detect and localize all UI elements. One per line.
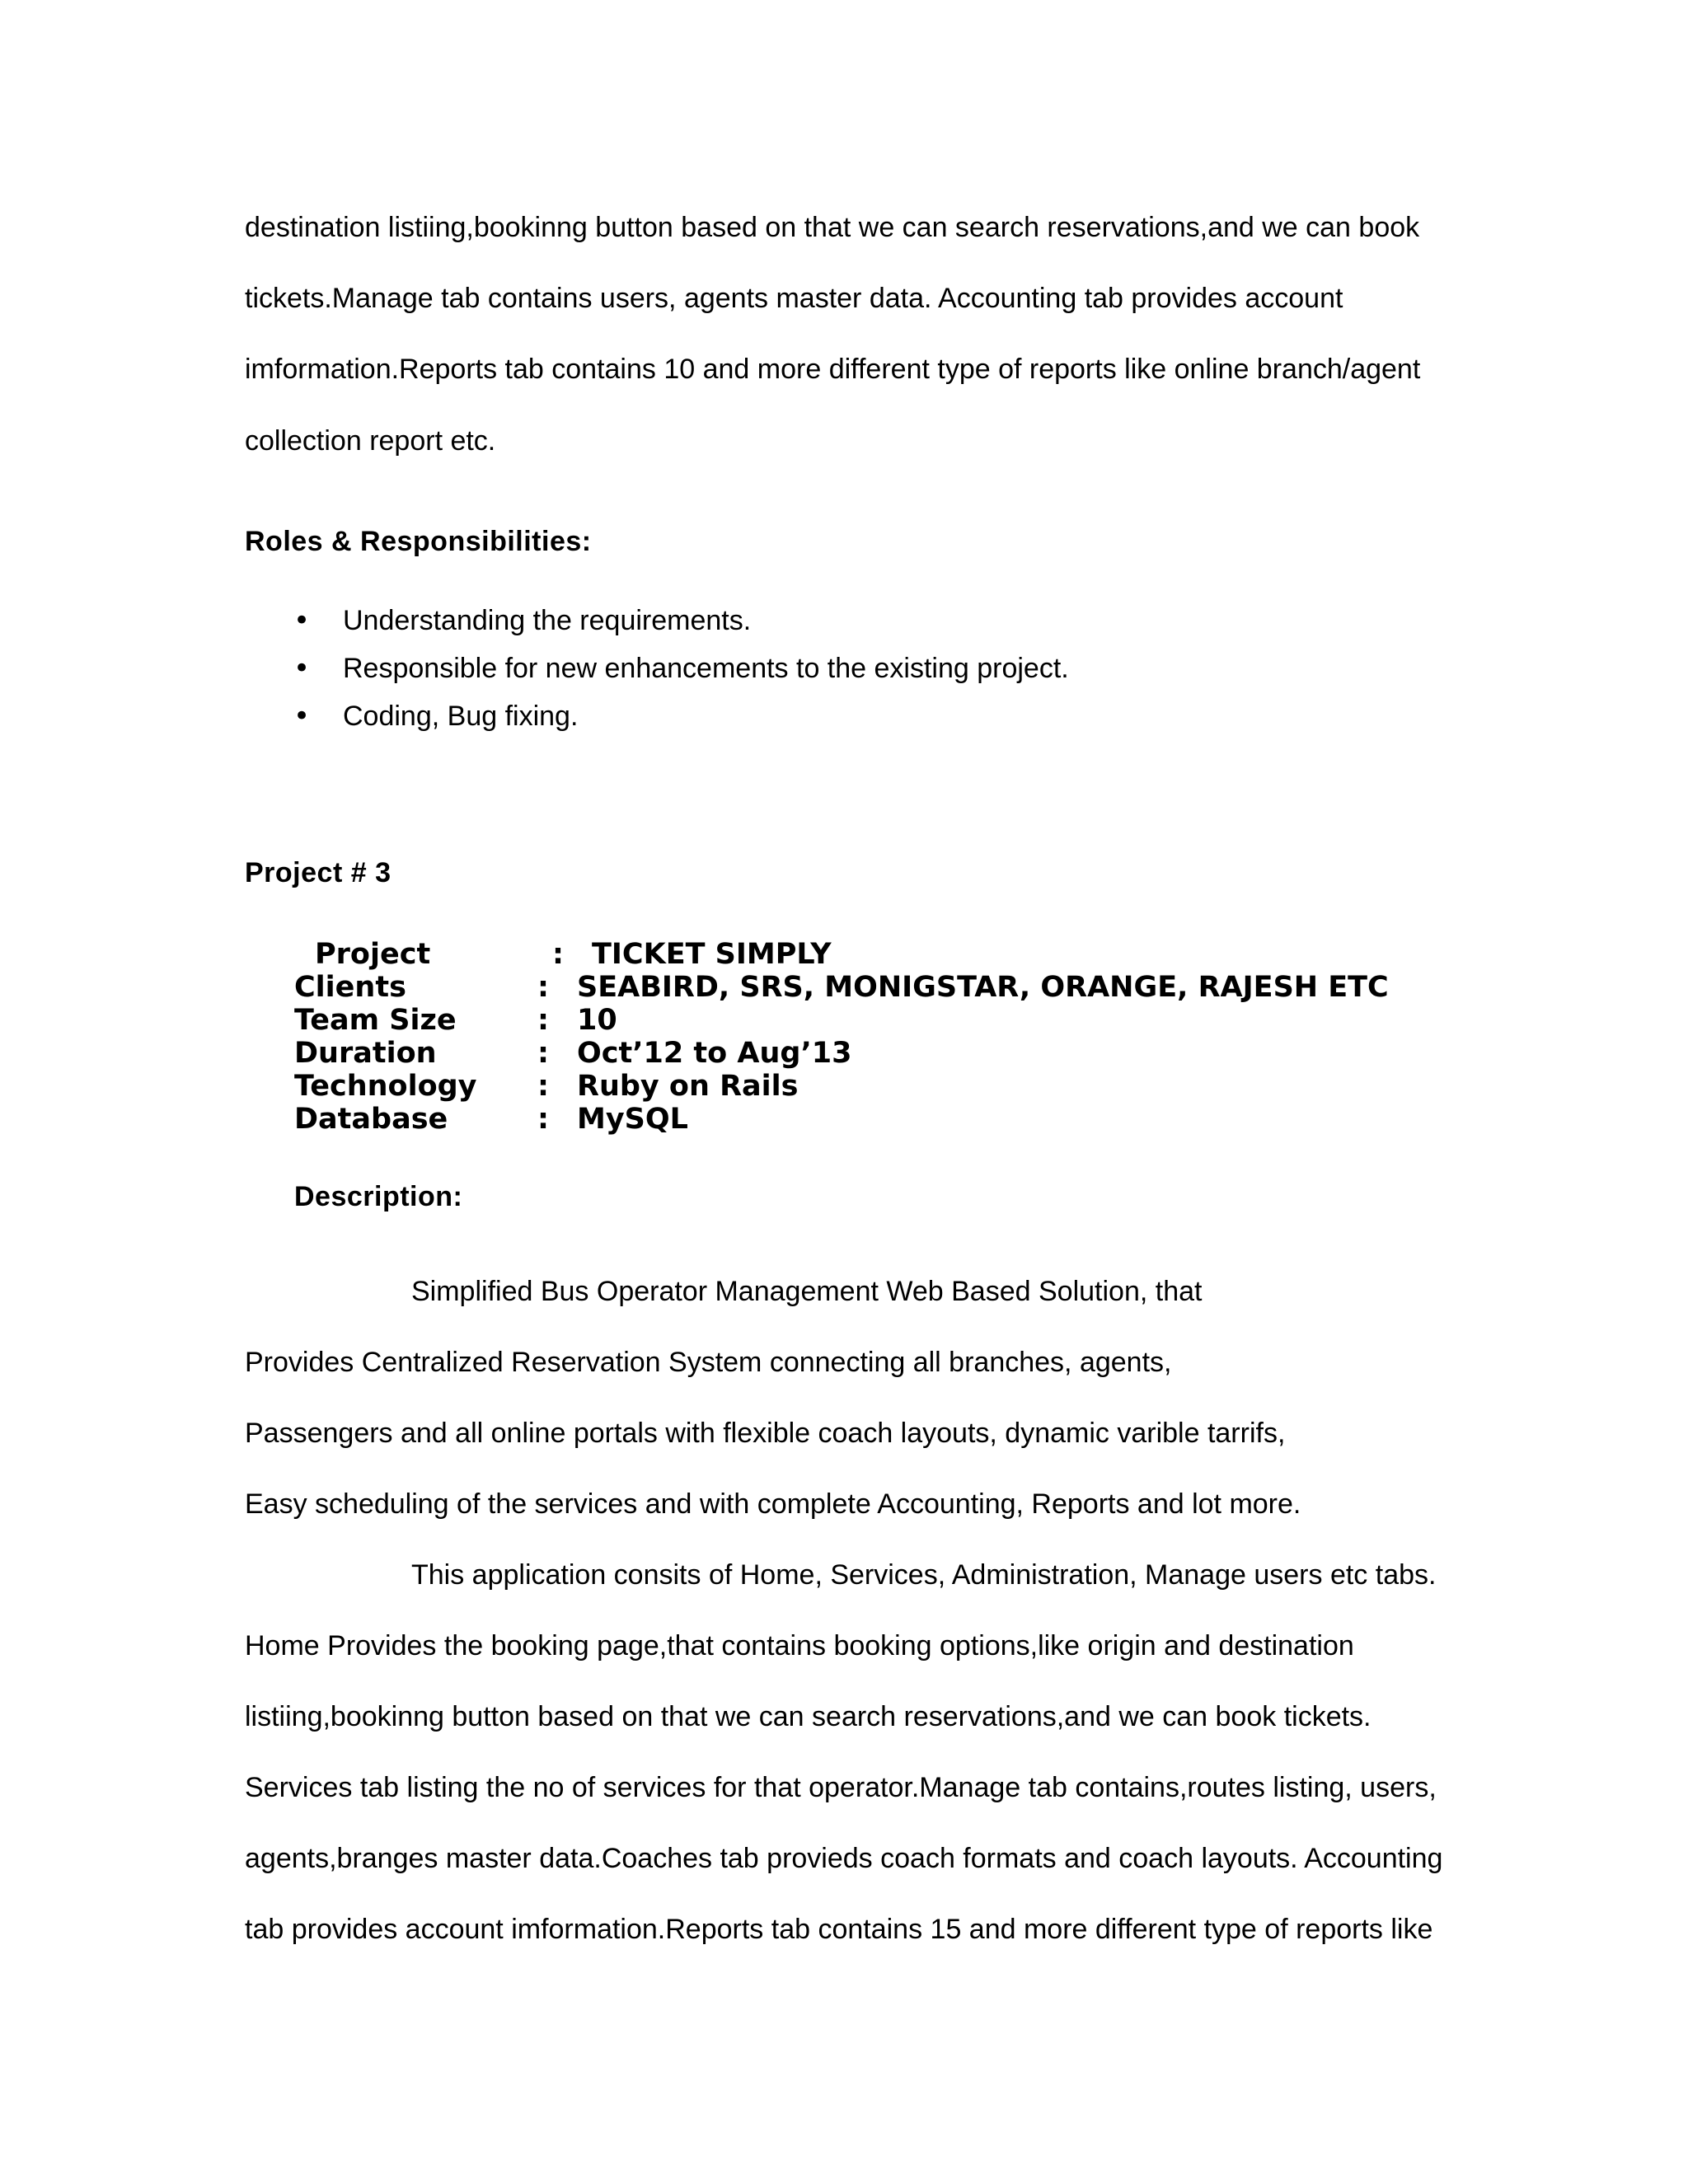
project-heading: Project # 3 xyxy=(245,857,392,888)
paragraph-line: tab provides account imformation.Reports tab contains 15 and more different type of reports like xyxy=(245,1914,1433,1945)
detail-value-clients: SEABIRD, SRS, MONIGSTAR, ORANGE, RAJESH ETC xyxy=(577,971,1389,1004)
detail-label-duration: Duration xyxy=(294,1037,437,1070)
detail-label-technology: Technology xyxy=(294,1070,477,1103)
paragraph-line: destination listiing,bookinng button based on that we can search reservations,and we can book xyxy=(245,212,1420,243)
description-heading: Description: xyxy=(294,1181,463,1212)
detail-separator: : xyxy=(537,1103,549,1136)
detail-value-database: MySQL xyxy=(577,1103,688,1136)
detail-separator: : xyxy=(552,938,564,971)
paragraph-line: listiing,bookinng button based on that we can search reservations,and we can book tickets. xyxy=(245,1701,1372,1732)
paragraph-line: This application consits of Home, Services, Administration, Manage users etc tabs. xyxy=(411,1559,1437,1591)
list-item: Understanding the requirements. xyxy=(343,605,752,636)
paragraph-line: agents,branges master data.Coaches tab provieds coach formats and coach layouts. Accounting xyxy=(245,1843,1443,1874)
detail-value-team-size: 10 xyxy=(577,1004,617,1037)
list-item: Responsible for new enhancements to the existing project. xyxy=(343,653,1069,684)
bullet-glyph: • xyxy=(293,652,311,685)
paragraph-line: tickets.Manage tab contains users, agents master data. Accounting tab provides account xyxy=(245,283,1343,314)
paragraph-line: Provides Centralized Reservation System connecting all branches, agents, xyxy=(245,1347,1172,1378)
detail-separator: : xyxy=(537,1037,549,1070)
detail-label-clients: Clients xyxy=(294,971,406,1004)
detail-label-database: Database xyxy=(294,1103,448,1136)
list-item: Coding, Bug fixing. xyxy=(343,701,579,732)
paragraph-line: collection report etc. xyxy=(245,425,496,457)
detail-value-technology: Ruby on Rails xyxy=(577,1070,799,1103)
detail-label-team-size: Team Size xyxy=(294,1004,457,1037)
roles-heading: Roles & Responsibilities: xyxy=(245,526,592,557)
bullet-glyph: • xyxy=(293,604,311,637)
paragraph-line: imformation.Reports tab contains 10 and more different type of reports like online branch/agent xyxy=(245,354,1421,385)
paragraph-line: Easy scheduling of the services and with complete Accounting, Reports and lot more. xyxy=(245,1488,1301,1520)
detail-separator: : xyxy=(537,971,549,1004)
detail-value-project: TICKET SIMPLY xyxy=(592,938,832,971)
paragraph-line: Home Provides the booking page,that contains booking options,like origin and destination xyxy=(245,1630,1354,1661)
detail-value-duration: Oct’12 to Aug’13 xyxy=(577,1037,852,1070)
detail-label-project: Project xyxy=(315,938,431,971)
detail-separator: : xyxy=(537,1004,549,1037)
paragraph-line: Simplified Bus Operator Management Web Based Solution, that xyxy=(411,1276,1203,1307)
detail-separator: : xyxy=(537,1070,549,1103)
bullet-glyph: • xyxy=(293,700,311,733)
paragraph-line: Passengers and all online portals with flexible coach layouts, dynamic varible tarrifs, xyxy=(245,1418,1286,1449)
paragraph-line: Services tab listing the no of services for that operator.Manage tab contains,routes listing, users, xyxy=(245,1772,1437,1803)
